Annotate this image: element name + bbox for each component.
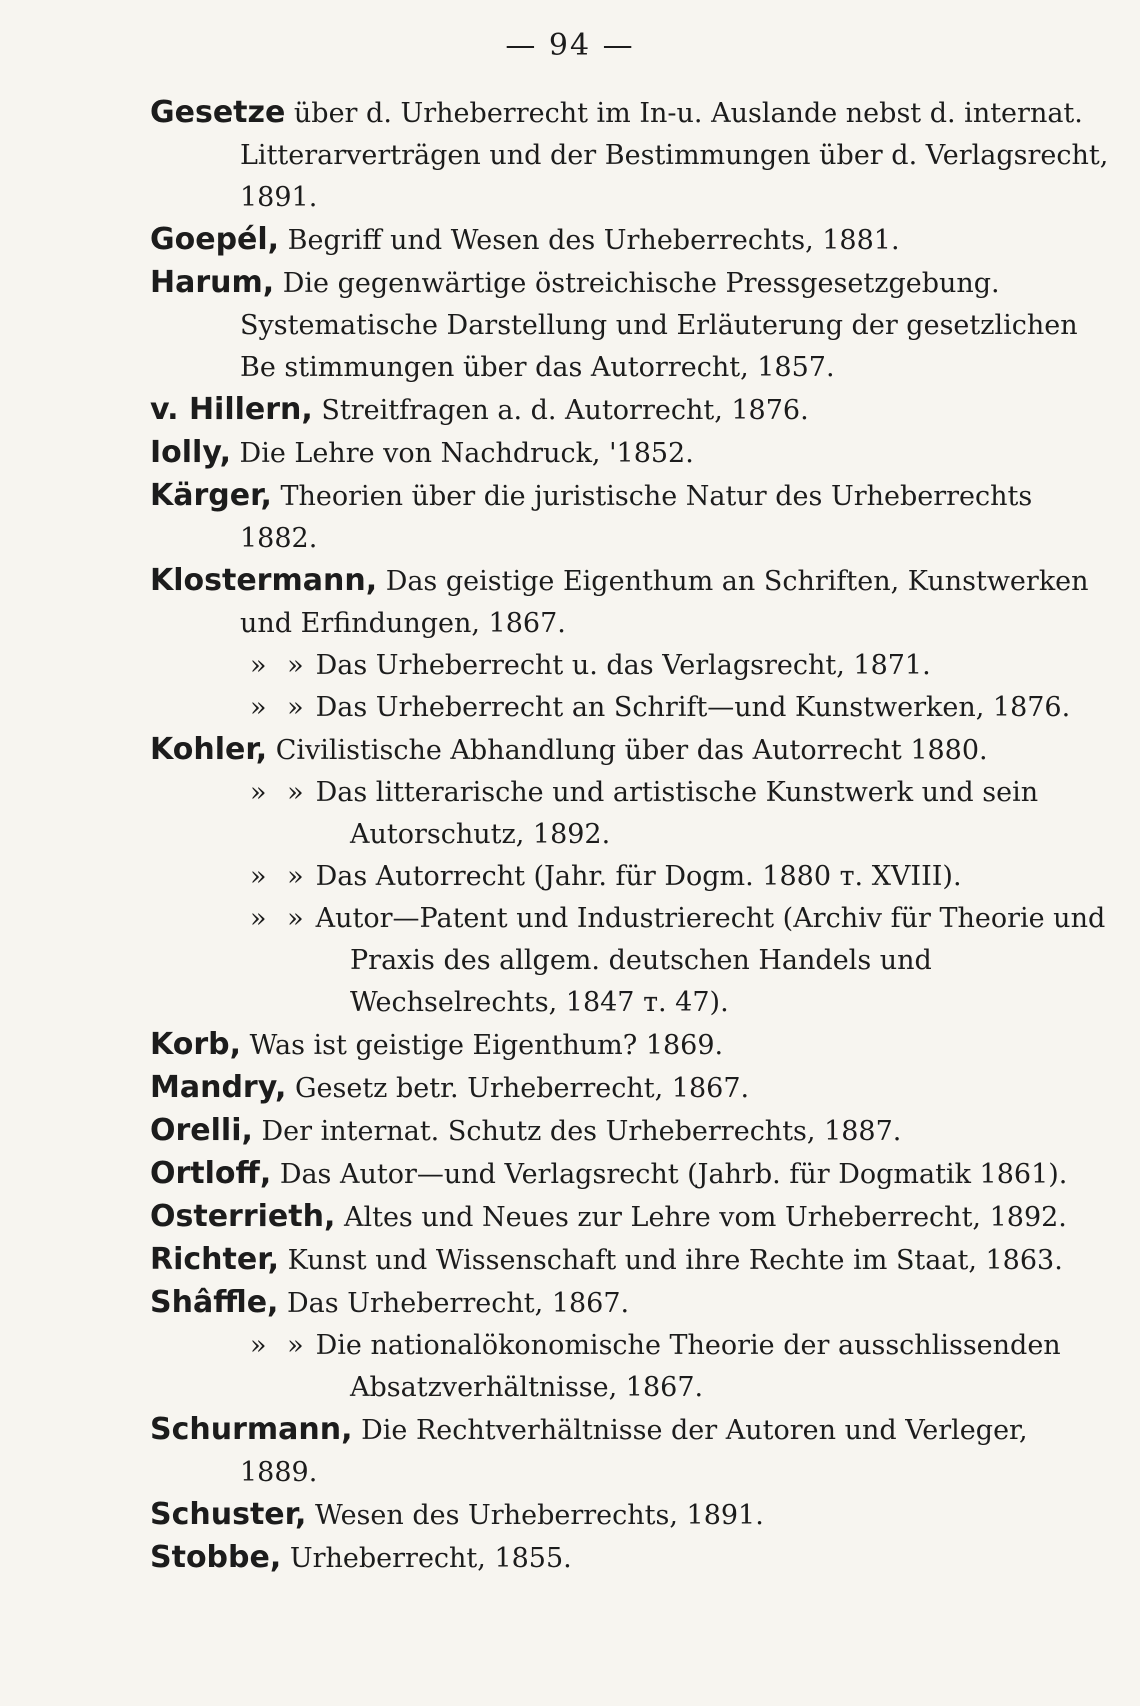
entry-author: v. Hillern,	[150, 392, 313, 427]
entry-kohler	[150, 729, 1110, 772]
entry-kohler-4	[150, 898, 1110, 1024]
entry-text: Gesetz betr. Urheberrecht, 1867.	[286, 1073, 750, 1104]
entry-text: Altes und Neues zur Lehre vom Urheberrecht, 1892.	[335, 1202, 1067, 1233]
entry-author: Iolly,	[150, 435, 231, 470]
entry-author: Stobbe,	[150, 1540, 282, 1575]
entry-author: Goepél,	[150, 222, 280, 257]
entry-text: Das Autorrecht (Jahr. für Dogm. 1880 т. XVIII).	[315, 861, 962, 892]
entry-author: Harum,	[150, 265, 275, 300]
entry-author: Schuster,	[150, 1497, 307, 1532]
entry-text: über d. Urheberrecht im In-u. Auslande nebst d. internat. Litterarverträgen und der Bestimmungen über d. Verlagsrecht, 1891.	[240, 98, 1109, 213]
entry-text: Die gegenwärtige östreichische Pressgesetzgebung. Systematische Darstellung und Erläuterung der gesetzlichen Be stimmungen über das Autorrecht, 1857.	[240, 268, 1078, 383]
entry-author: Orelli,	[150, 1113, 253, 1148]
entry-text: Das Urheberrecht, 1867.	[278, 1288, 630, 1319]
entry-text: Civilistische Abhandlung über das Autorrecht 1880.	[267, 735, 988, 766]
entry-kohler-3	[150, 856, 1110, 898]
entry-author: Gesetze	[150, 95, 286, 130]
ditto-mark: » »	[250, 777, 310, 808]
entry-text: Der internat. Schutz des Urheberrechts, 1887.	[252, 1116, 902, 1147]
entry-text: Die nationalökonomische Theorie der ausschlissenden Absatzverhältnisse, 1867.	[315, 1330, 1061, 1403]
entry-author: Schurmann,	[150, 1412, 353, 1447]
entry-klostermann-3	[150, 687, 1110, 729]
entry-author: Osterrieth,	[150, 1199, 336, 1234]
entry-text: Kunst und Wissenschaft und ihre Rechte im Staat, 1863.	[279, 1245, 1063, 1276]
ditto-mark: » »	[250, 861, 310, 892]
entry-kaerger	[150, 475, 1110, 560]
entry-richter	[150, 1239, 1110, 1282]
entry-orelli	[150, 1110, 1110, 1153]
entry-author: Shâffle,	[150, 1285, 279, 1320]
entry-author: Richter,	[150, 1242, 279, 1277]
entry-shaeffle	[150, 1282, 1110, 1325]
ditto-mark: » »	[250, 1330, 310, 1361]
entry-shaeffle-2	[150, 1325, 1110, 1409]
ditto-mark: » »	[250, 903, 310, 934]
entry-text: Das geistige Eigenthum an Schriften, Kunstwerken und Erfindungen, 1867.	[240, 566, 1089, 639]
entry-gesetze	[150, 92, 1110, 219]
entry-stobbe	[150, 1537, 1110, 1580]
bibliography-list	[150, 92, 1110, 1580]
entry-text: Was ist geistige Eigenthum? 1869.	[241, 1030, 724, 1061]
entry-iolly	[150, 432, 1110, 475]
entry-kohler-2	[150, 772, 1110, 856]
entry-klostermann	[150, 560, 1110, 645]
entry-author: Ortloff,	[150, 1156, 272, 1191]
entry-text: Streitfragen a. d. Autorrecht, 1876.	[312, 395, 809, 426]
entry-osterrieth	[150, 1196, 1110, 1239]
entry-text: Das Autor—und Verlagsrecht (Jahrb. für Dogmatik 1861).	[271, 1159, 1068, 1190]
entry-korb	[150, 1024, 1110, 1067]
entry-klostermann-2	[150, 645, 1110, 687]
ditto-mark: » »	[250, 650, 310, 681]
entry-author: Kärger,	[150, 478, 272, 513]
entry-text: Theorien über die juristische Natur des Urheberrechts 1882.	[240, 481, 1033, 554]
page-number: — 94 —	[505, 28, 635, 63]
entry-text: Das Urheberrecht an Schrift—und Kunstwerken, 1876.	[315, 692, 1071, 723]
entry-text: Urheberrecht, 1855.	[281, 1543, 572, 1574]
entry-harum	[150, 262, 1110, 389]
entry-ortloff	[150, 1153, 1110, 1196]
entry-text: Die Lehre von Nachdruck, '1852.	[230, 438, 694, 469]
entry-goepel	[150, 219, 1110, 262]
ditto-mark: » »	[250, 692, 310, 723]
entry-text: Die Rechtverhältnisse der Autoren und Verleger, 1889.	[240, 1415, 1028, 1488]
entry-author: Klostermann,	[150, 563, 378, 598]
entry-schurmann	[150, 1409, 1110, 1494]
entry-hillern	[150, 389, 1110, 432]
entry-author: Mandry,	[150, 1070, 287, 1105]
entry-text: Das litterarische und artistische Kunstwerk und sein Autorschutz, 1892.	[315, 777, 1039, 850]
entry-author: Kohler,	[150, 732, 268, 767]
entry-author: Korb,	[150, 1027, 241, 1062]
entry-text: Begriff und Wesen des Urheberrechts, 1881.	[279, 225, 900, 256]
entry-text: Wesen des Urheberrechts, 1891.	[306, 1500, 764, 1531]
entry-mandry	[150, 1067, 1110, 1110]
entry-text: Autor—Patent und Industrierecht (Archiv für Theorie und Praxis des allgem. deutschen Handels und Wechselrechts, 1847 т. 47).	[315, 903, 1106, 1018]
entry-schuster	[150, 1494, 1110, 1537]
entry-text: Das Urheberrecht u. das Verlagsrecht, 1871.	[315, 650, 931, 681]
